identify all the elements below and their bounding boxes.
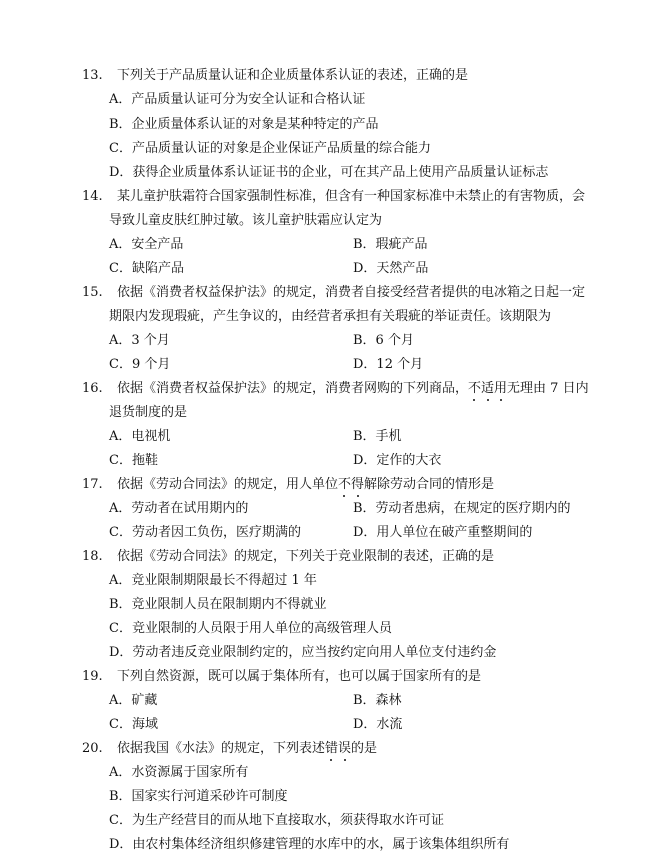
option-15-d: D．12 个月 — [353, 357, 424, 372]
question-14-stem-line2: 导致儿童皮肤红肿过敏。该儿童护肤霜应认定为 — [109, 213, 383, 228]
question-text-post: 解除劳动合同的情形是 — [364, 477, 495, 492]
question-number: 18. — [82, 549, 103, 564]
question-text: 依据《劳动合同法》的规定，下列关于竞业限制的表述，正确的是 — [116, 549, 494, 564]
option-14-d: D．天然产品 — [353, 261, 429, 276]
question-13-stem — [82, 68, 468, 84]
emphasis-char: 错 — [324, 741, 338, 756]
question-17-stem — [82, 477, 494, 493]
question-text: 依据《消费者权益保护法》的规定，消费者自接受经营者提供的电冰箱之日起一定 — [116, 285, 585, 300]
option-20-c: C．为生产经营目的而从地下直接取水，须获得取水许可证 — [109, 813, 444, 828]
emphasis-char: 误 — [338, 741, 352, 756]
emphasis-char: 用 — [494, 381, 508, 396]
question-text-post: 的是 — [351, 741, 378, 756]
question-19-stem — [82, 669, 481, 685]
question-text-pre: 依据我国《水法》的规定，下列表述 — [116, 741, 325, 756]
question-16-stem — [82, 381, 589, 397]
option-19-a: A．矿藏 — [109, 693, 158, 708]
option-13-b: B．企业质量体系认证的对象是某种特定的产品 — [109, 117, 379, 132]
option-17-b: B．劳动者患病，在规定的医疗期内的 — [353, 501, 571, 516]
option-20-b: B．国家实行河道采砂许可制度 — [109, 789, 288, 804]
option-20-d: D．由农村集体经济组织修建管理的水库中的水，属于该集体组织所有 — [109, 837, 510, 852]
option-18-a: A．竞业限制期限最长不得超过 1 年 — [109, 573, 317, 588]
question-number: 17. — [82, 477, 103, 492]
option-15-b: B．6 个月 — [353, 333, 414, 348]
option-15-a: A．3 个月 — [109, 333, 170, 348]
question-20-stem — [82, 741, 377, 757]
option-13-d: D．获得企业质量体系认证证书的企业，可在其产品上使用产品质量认证标志 — [109, 165, 549, 180]
emphasis-char: 不 — [337, 477, 351, 492]
question-text: 下列关于产品质量认证和企业质量体系认证的表述，正确的是 — [116, 68, 468, 83]
option-19-d: D．水流 — [353, 717, 403, 732]
question-text-post: 无理由 7 日内 — [507, 381, 589, 396]
option-18-d: D．劳动者违反竞业限制约定的，应当按约定向用人单位支付违约金 — [109, 645, 497, 660]
option-14-b: B．瑕疵产品 — [353, 237, 428, 252]
option-16-a: A．电视机 — [109, 429, 171, 444]
option-20-a: A．水资源属于国家所有 — [109, 765, 249, 780]
question-14-stem — [82, 189, 585, 205]
question-text-pre: 依据《劳动合同法》的规定，用人单位 — [116, 477, 338, 492]
question-text: 下列自然资源，既可以属于集体所有，也可以属于国家所有的是 — [116, 669, 481, 684]
option-17-a: A．劳动者在试用期内的 — [109, 501, 249, 516]
question-15-stem — [82, 285, 585, 301]
option-14-a: A．安全产品 — [109, 237, 184, 252]
question-18-stem — [82, 549, 494, 565]
question-16-stem-line2: 退货制度的是 — [109, 405, 188, 420]
question-number: 20. — [82, 741, 103, 756]
question-number: 13. — [82, 68, 103, 83]
option-19-b: B．森林 — [353, 693, 402, 708]
question-number: 14. — [82, 189, 103, 204]
option-16-d: D．定作的大衣 — [353, 453, 442, 468]
option-16-c: C．拖鞋 — [109, 453, 158, 468]
option-17-c: C．劳动者因工负伤，医疗期满的 — [109, 525, 301, 540]
question-number: 16. — [82, 381, 103, 396]
emphasis-char: 不 — [467, 381, 481, 396]
question-text: 某儿童护肤霜符合国家强制性标准，但含有一种国家标准中未禁止的有害物质，会 — [116, 189, 585, 204]
option-13-a: A．产品质量认证可分为安全认证和合格认证 — [109, 92, 366, 107]
emphasis-char: 适 — [481, 381, 495, 396]
option-14-c: C．缺陷产品 — [109, 261, 184, 276]
option-15-c: C．9 个月 — [109, 357, 171, 372]
option-16-b: B．手机 — [353, 429, 402, 444]
question-number: 19. — [82, 669, 103, 684]
option-17-d: D．用人单位在破产重整期间的 — [353, 525, 533, 540]
emphasis-char: 得 — [351, 477, 365, 492]
option-13-c: C．产品质量认证的对象是企业保证产品质量的综合能力 — [109, 141, 431, 156]
question-text-pre: 依据《消费者权益保护法》的规定，消费者网购的下列商品， — [116, 381, 468, 396]
option-18-c: C．竞业限制的人员限于用人单位的高级管理人员 — [109, 621, 392, 636]
option-18-b: B．竞业限制人员在限制期内不得就业 — [109, 597, 327, 612]
option-19-c: C．海域 — [109, 717, 158, 732]
question-15-stem-line2: 期限内发现瑕疵，产生争议的，由经营者承担有关瑕疵的举证责任。该期限为 — [109, 309, 552, 324]
question-number: 15. — [82, 285, 103, 300]
